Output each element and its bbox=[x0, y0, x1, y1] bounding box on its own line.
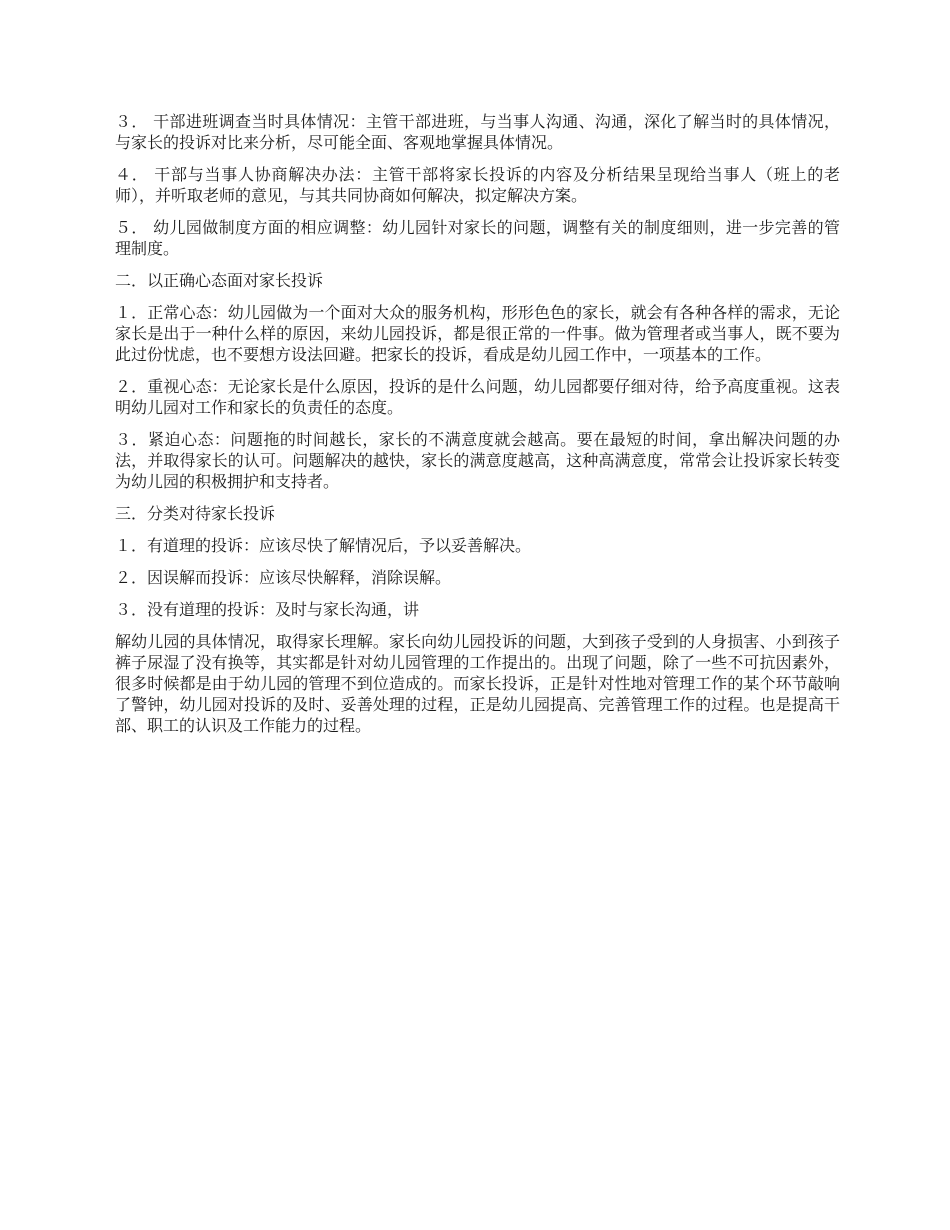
paragraph-conclusion: 解幼儿园的具体情况，取得家长理解。家长向幼儿园投诉的问题，大到孩子受到的人身损害、小到孩子裤子尿湿了没有换等，其实都是针对幼儿园管理的工作提出的。出现了问题，除了一些不可抗因素外，很多时候都是由于幼儿园的管理不到位造成的。而家长投诉，正是针对性地对管理工作的某个环节敲响了警钟，幼儿园对投诉的及时、妥善处理的过程，正是幼儿园提高、完善管理工作的过程。也是提高干部、职工的认识及工作能力的过程。 bbox=[115, 632, 840, 735]
paragraph-item-3-cadre-investigation: ３． 干部进班调查当时具体情况：主管干部进班，与当事人沟通、沟通，深化了解当时的具体情况， 与家长的投诉对比来分析，尽可能全面、客观地掌握具体情况。 bbox=[115, 112, 840, 152]
paragraph-misunderstanding-complaint: ２．因误解而投诉：应该尽快解释，消除误解。 bbox=[115, 568, 452, 587]
section-heading-3: 三．分类对待家长投诉 bbox=[115, 504, 276, 523]
document-page bbox=[115, 111, 840, 747]
paragraph-unreasonable-complaint: ３．没有道理的投诉：及时与家长沟通，讲 bbox=[115, 600, 420, 619]
paragraph-urgent-mindset: ３．紧迫心态：问题拖的时间越长，家长的不满意度就会越高。要在最短的时间，拿出解决问题的办法，并取得家长的认可。问题解决的越快，家长的满意度越高，这种高满意度，常常会让投诉家长转变为幼儿园的积极拥护和支持者。 bbox=[115, 430, 840, 491]
paragraph-normal-mindset: １．正常心态：幼儿园做为一个面对大众的服务机构，形形色色的家长，就会有各种各样的需求，无论家长是出于一种什么样的原因，来幼儿园投诉，都是很正常的一件事。做为管理者或当事人，既不要为此过份忧虑，也不要想方设法回避。把家长的投诉，看成是幼儿园工作中，一项基本的工作。 bbox=[115, 303, 840, 364]
paragraph-item-4-negotiation: ４． 干部与当事人协商解决办法：主管干部将家长投诉的内容及分析结果呈现给当事人（班上的老师），并听取老师的意见，与其共同协商如何解决，拟定解决方案。 bbox=[115, 165, 840, 205]
paragraph-reasonable-complaint: １．有道理的投诉：应该尽快了解情况后，予以妥善解决。 bbox=[115, 536, 532, 555]
section-heading-2: 二．以正确心态面对家长投诉 bbox=[115, 271, 324, 290]
paragraph-attention-mindset: ２．重视心态：无论家长是什么原因，投诉的是什么问题，幼儿园都要仔细对待，给予高度重视。这表明幼儿园对工作和家长的负责任的态度。 bbox=[115, 377, 840, 417]
paragraph-item-5-system-adjustment: ５． 幼儿园做制度方面的相应调整：幼儿园针对家长的问题，调整有关的制度细则，进一步完善的管理制度。 bbox=[115, 218, 840, 258]
